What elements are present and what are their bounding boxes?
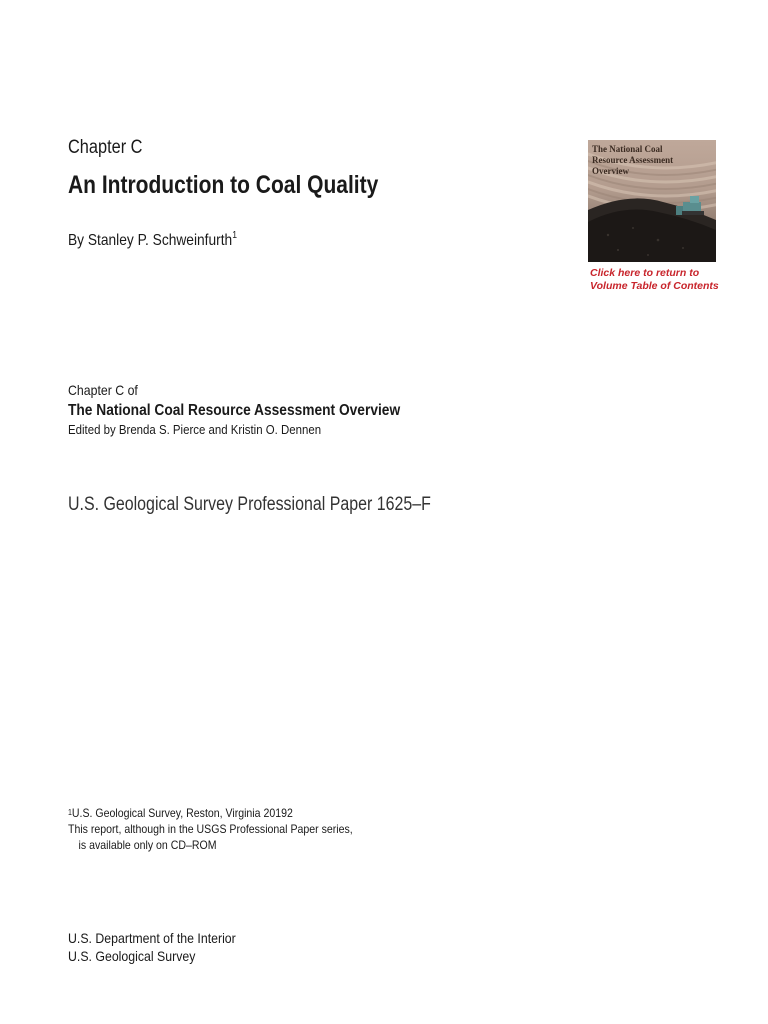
cover-title-line: Resource Assessment bbox=[592, 155, 674, 165]
series-title: The National Coal Resource Assessment Overview bbox=[68, 402, 401, 419]
author-name: By Stanley P. Schweinfurth bbox=[68, 232, 233, 249]
footnote-affiliation bbox=[68, 805, 353, 821]
cover-title-line: The National Coal bbox=[592, 144, 663, 154]
cover-title bbox=[592, 144, 712, 177]
author-line bbox=[68, 232, 237, 250]
page-title: An Introduction to Coal Quality bbox=[68, 171, 379, 199]
agency-block bbox=[68, 929, 236, 965]
series-chapter-label: Chapter C of bbox=[68, 382, 138, 398]
survey-name: U.S. Geological Survey bbox=[68, 948, 196, 964]
return-to-toc-link[interactable] bbox=[590, 267, 740, 293]
return-link-line[interactable]: Click here to return to bbox=[590, 267, 700, 279]
department-name: U.S. Department of the Interior bbox=[68, 930, 236, 946]
footnote-note-line: is available only on CD–ROM bbox=[78, 838, 217, 852]
author-footnote-mark: 1 bbox=[232, 230, 237, 241]
cover-thumbnail-link[interactable] bbox=[588, 140, 716, 262]
footnote-affiliation-text: U.S. Geological Survey, Reston, Virginia 20192 bbox=[71, 806, 293, 820]
chapter-label: Chapter C bbox=[68, 137, 143, 158]
footnote-mark: 1 bbox=[68, 808, 72, 817]
report-number: U.S. Geological Survey Professional Paper 1625–F bbox=[68, 494, 431, 515]
bulldozer-icon bbox=[676, 196, 704, 215]
footnote bbox=[68, 805, 353, 853]
cover-title-line: Overview bbox=[592, 166, 629, 176]
editors-line: Edited by Brenda S. Pierce and Kristin O. Dennen bbox=[68, 422, 322, 437]
footnote-note-line: This report, although in the USGS Professional Paper series, bbox=[68, 822, 353, 836]
return-link-line[interactable]: Volume Table of Contents bbox=[590, 280, 719, 292]
